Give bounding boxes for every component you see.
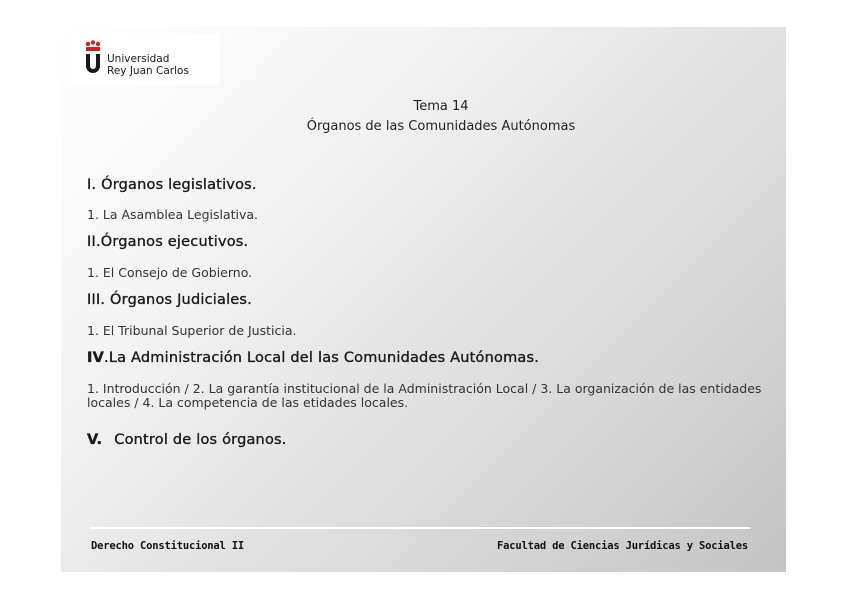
slide-subtitle: Órganos de las Comunidades Autónomas: [306, 119, 576, 134]
section-item-1: 1. La Asamblea Legislativa.: [87, 207, 259, 222]
crown-u-icon: [83, 39, 103, 79]
section-heading-5-text: Control de los órganos.: [114, 432, 287, 448]
section-heading-1: I. Órganos legislativos.: [87, 177, 257, 193]
section-heading-2: II.Órganos ejecutivos.: [87, 234, 249, 250]
section-item-3: 1. El Tribunal Superior de Justicia.: [87, 323, 297, 338]
section-item-2: 1. El Consejo de Gobierno.: [87, 265, 253, 280]
section-heading-5-prefix: V.: [87, 432, 103, 448]
slide: [61, 27, 786, 572]
section-heading-4: [87, 350, 777, 366]
slide-title: Tema 14: [413, 99, 469, 114]
university-logo: [73, 33, 220, 85]
section-heading-5: [87, 432, 777, 448]
logo-text: [107, 53, 189, 77]
section-heading-4-prefix: IV: [87, 350, 105, 366]
section-item-4: 1. Introducción / 2. La garantía institucional de la Administración Local / 3. La organización de las entidades locales / 4. La competencia de las etidades locales.: [87, 381, 762, 410]
section-heading-3: III. Órganos Judiciales.: [87, 292, 252, 308]
logo-line-1: Universidad: [107, 53, 170, 65]
section-heading-4-text: .La Administración Local del las Comunidades Autónomas.: [104, 350, 540, 366]
logo-line-2: Rey Juan Carlos: [107, 65, 189, 77]
footer-course: Derecho Constitucional II: [91, 540, 245, 552]
footer-faculty: Facultad de Ciencias Jurídicas y Sociales: [497, 540, 748, 552]
footer-divider: [90, 527, 750, 529]
